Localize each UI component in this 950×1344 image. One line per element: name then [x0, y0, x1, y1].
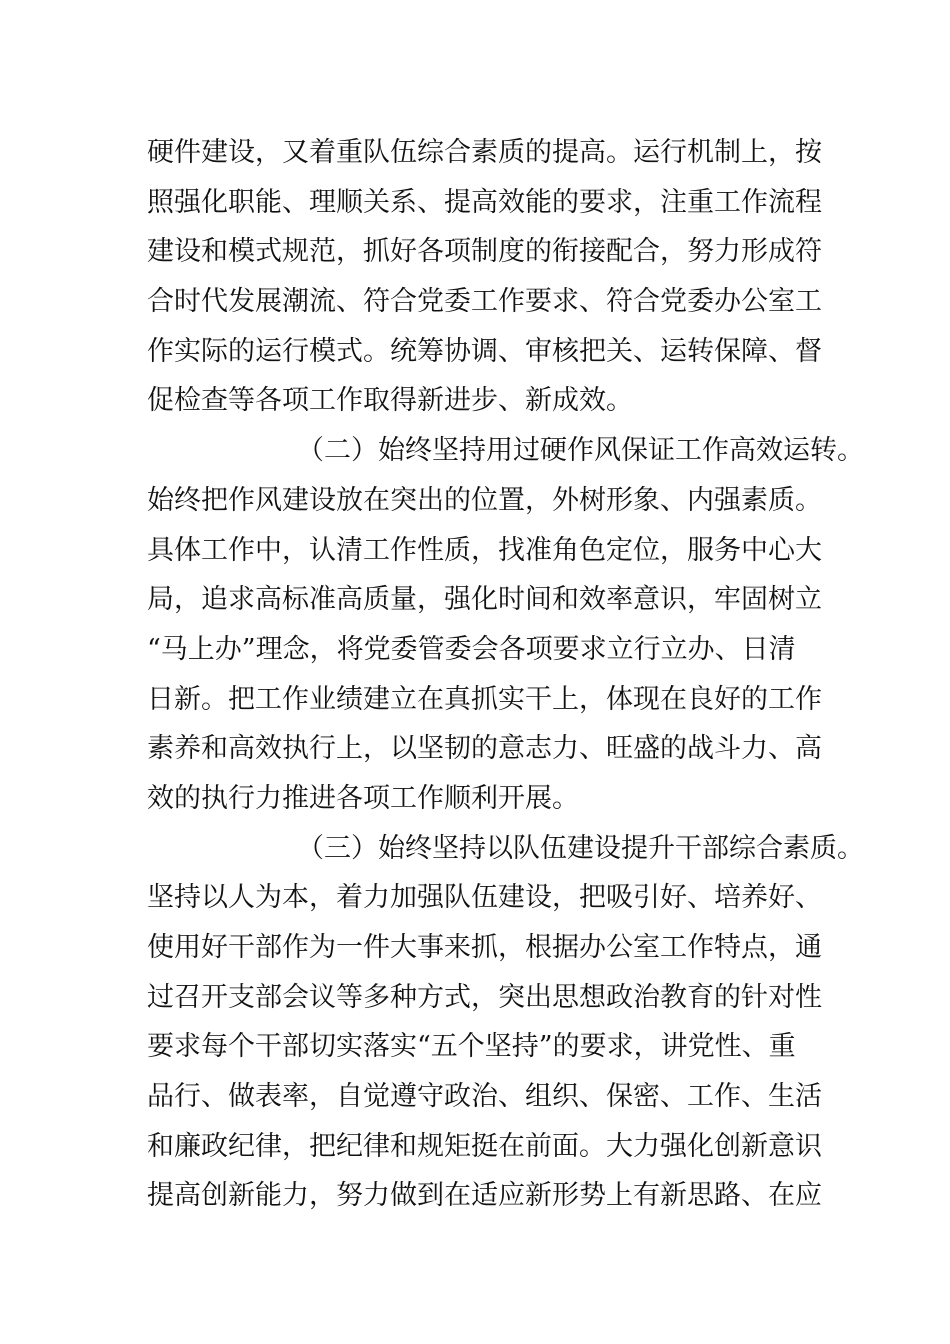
body-line: 始终把作风建设放在突出的位置，外树形象、内强素质。	[147, 484, 822, 516]
body-line: 作实际的运行模式。统筹协调、审核把关、运转保障、督	[147, 335, 822, 367]
body-line: “马上办”理念，将党委管委会各项要求立行立办、日清	[147, 633, 796, 665]
body-line: 日新。把工作业绩建立在真抓实干上，体现在良好的工作	[147, 683, 822, 715]
body-line: 和廉政纪律，把纪律和规矩挺在前面。大力强化创新意识	[147, 1130, 822, 1162]
body-line: 要求每个干部切实落实“五个坚持”的要求，讲党性、重	[147, 1031, 796, 1063]
body-line: 效的执行力推进各项工作顺利开展。	[147, 782, 579, 814]
body-line: 坚持以人为本，着力加强队伍建设，把吸引好、培养好、	[147, 882, 822, 914]
body-line: 使用好干部作为一件大事来抓，根据办公室工作特点，通	[147, 932, 822, 963]
section-heading-2: （二）始终坚持用过硬作风保证工作高效运转。	[297, 435, 864, 467]
body-line: 品行、做表率，自觉遵守政治、组织、保密、工作、生活	[147, 1081, 822, 1113]
body-line: 局，追求高标准高质量，强化时间和效率意识，牢固树立	[147, 584, 822, 616]
body-line: 素养和高效执行上，以坚韧的意志力、旺盛的战斗力、高	[147, 733, 822, 765]
body-line: 促检查等各项工作取得新进步、新成效。	[147, 385, 633, 417]
body-line: 提高创新能力，努力做到在适应新形势上有新思路、在应	[147, 1180, 822, 1212]
section-heading-3: （三）始终坚持以队伍建设提升干部综合素质。	[297, 832, 864, 864]
body-line: 合时代发展潮流、符合党委工作要求、符合党委办公室工	[147, 286, 822, 318]
body-line: 过召开支部会议等多种方式，突出思想政治教育的针对性	[147, 981, 822, 1013]
document-body	[147, 128, 864, 1221]
body-line: 照强化职能、理顺关系、提高效能的要求，注重工作流程	[147, 186, 822, 218]
body-line: 硬件建设，又着重队伍综合素质的提高。运行机制上，按	[147, 137, 822, 168]
body-line: 具体工作中，认清工作性质，找准角色定位，服务中心大	[147, 534, 822, 566]
body-line: 建设和模式规范，抓好各项制度的衔接配合，努力形成符	[147, 236, 822, 268]
